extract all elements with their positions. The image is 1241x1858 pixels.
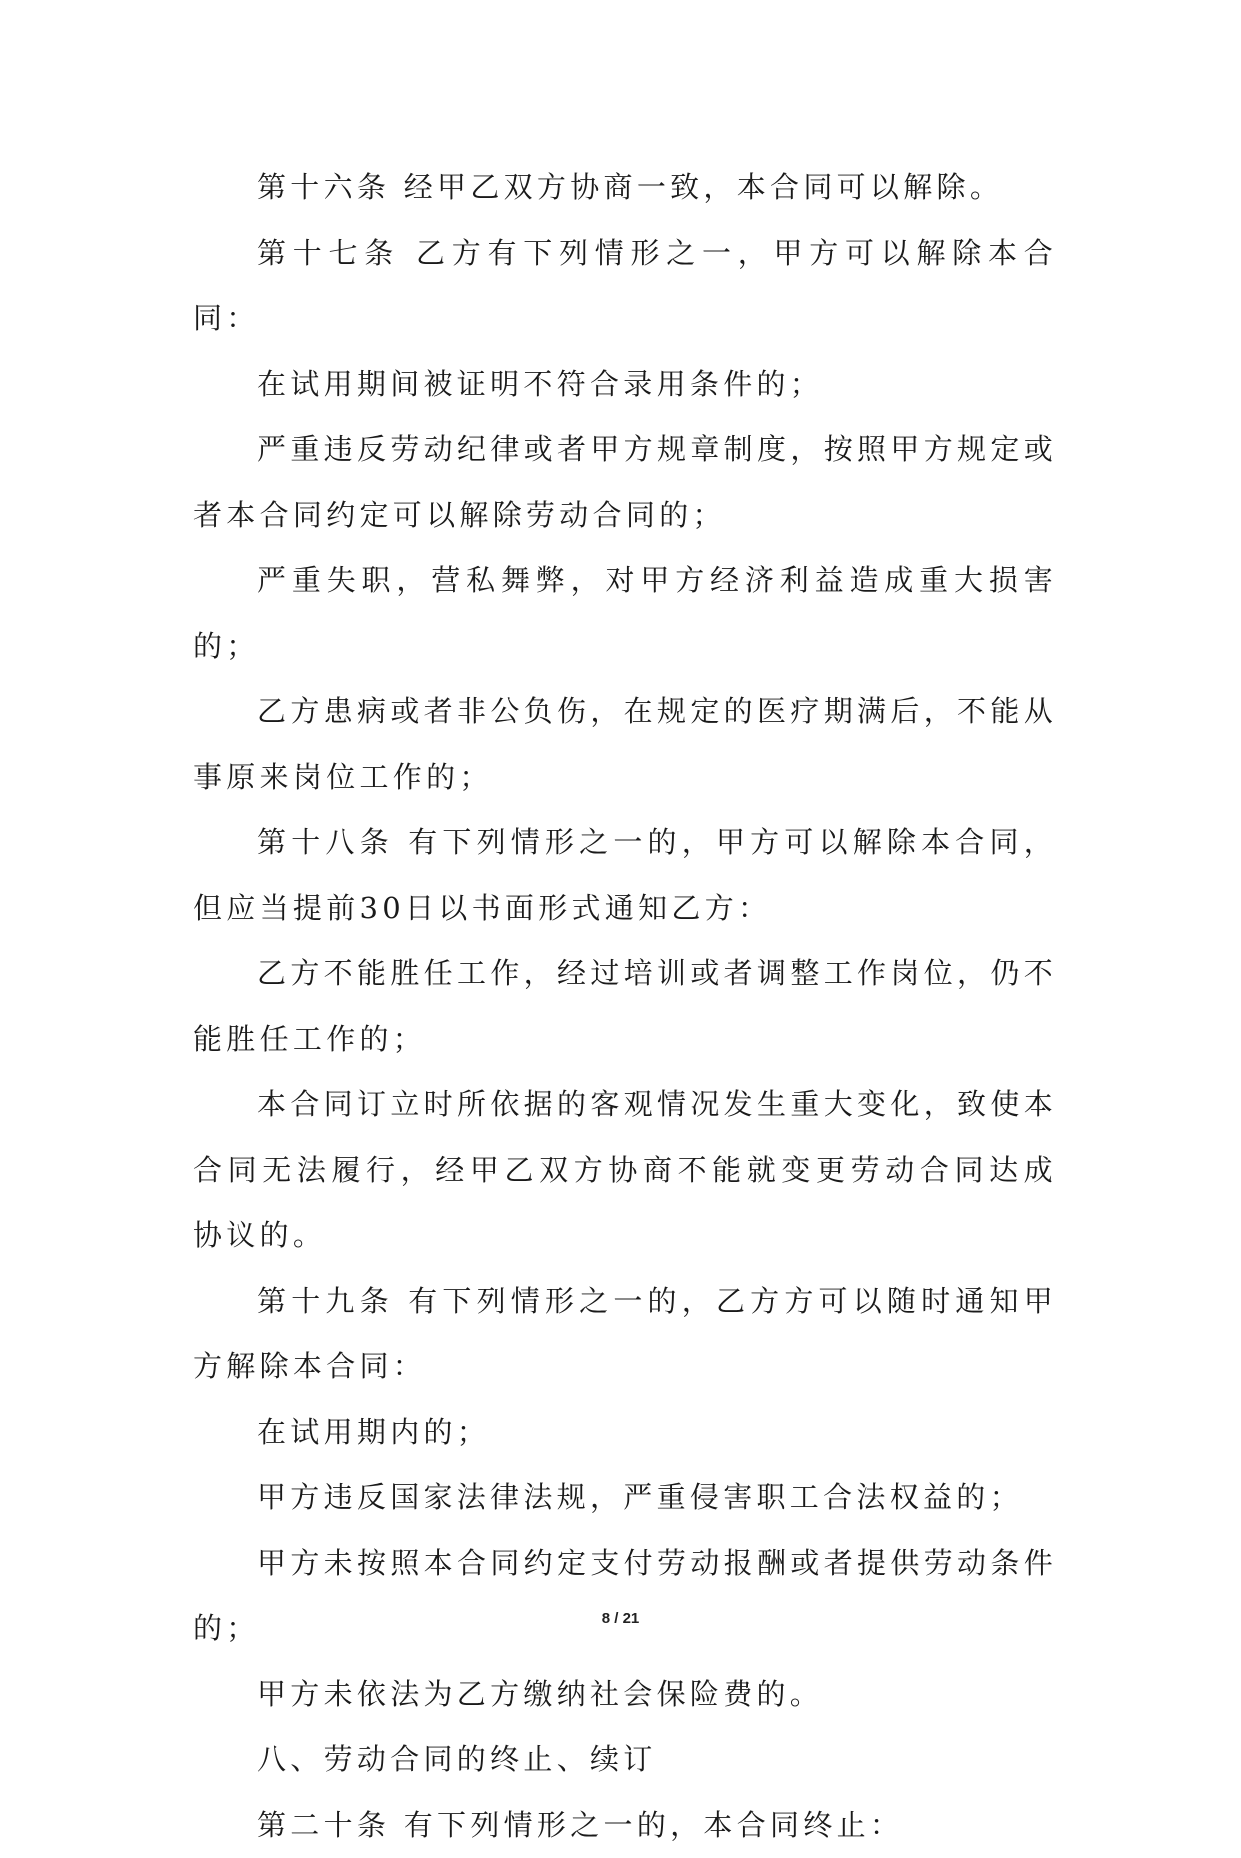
paragraph-item: 本合同订立时所依据的客观情况发生重大变化，致使本合同无法履行，经甲乙双方协商不能就变更劳动合同达成协议的。 [193,1072,1057,1269]
paragraph-article-18: 第十八条 有下列情形之一的，甲方可以解除本合同，但应当提前30日以书面形式通知乙方： [193,810,1057,941]
document-body [193,155,1057,1858]
paragraph-item: 甲方违反国家法律法规，严重侵害职工合法权益的； [193,1465,1057,1531]
paragraph-item: 乙方不能胜任工作，经过培训或者调整工作岗位，仍不能胜任工作的； [193,941,1057,1072]
paragraph-article-17: 第十七条 乙方有下列情形之一，甲方可以解除本合同： [193,221,1057,352]
paragraph-item: 严重违反劳动纪律或者甲方规章制度，按照甲方规定或者本合同约定可以解除劳动合同的； [193,417,1057,548]
paragraph-article-16: 第十六条 经甲乙双方协商一致，本合同可以解除。 [193,155,1057,221]
paragraph-item: 甲方未按照本合同约定支付劳动报酬或者提供劳动条件的； [193,1531,1057,1662]
page-number: 8 / 21 [0,1610,1241,1627]
paragraph-article-20: 第二十条 有下列情形之一的，本合同终止： [193,1793,1057,1858]
paragraph-item: 在试用期间被证明不符合录用条件的； [193,352,1057,418]
section-heading: 八、劳动合同的终止、续订 [193,1727,1057,1793]
paragraph-article-19: 第十九条 有下列情形之一的，乙方方可以随时通知甲方解除本合同： [193,1269,1057,1400]
paragraph-item: 甲方未依法为乙方缴纳社会保险费的。 [193,1662,1057,1728]
paragraph-item: 乙方患病或者非公负伤，在规定的医疗期满后，不能从事原来岗位工作的； [193,679,1057,810]
paragraph-item: 在试用期内的； [193,1400,1057,1466]
paragraph-item: 严重失职，营私舞弊，对甲方经济利益造成重大损害的； [193,548,1057,679]
